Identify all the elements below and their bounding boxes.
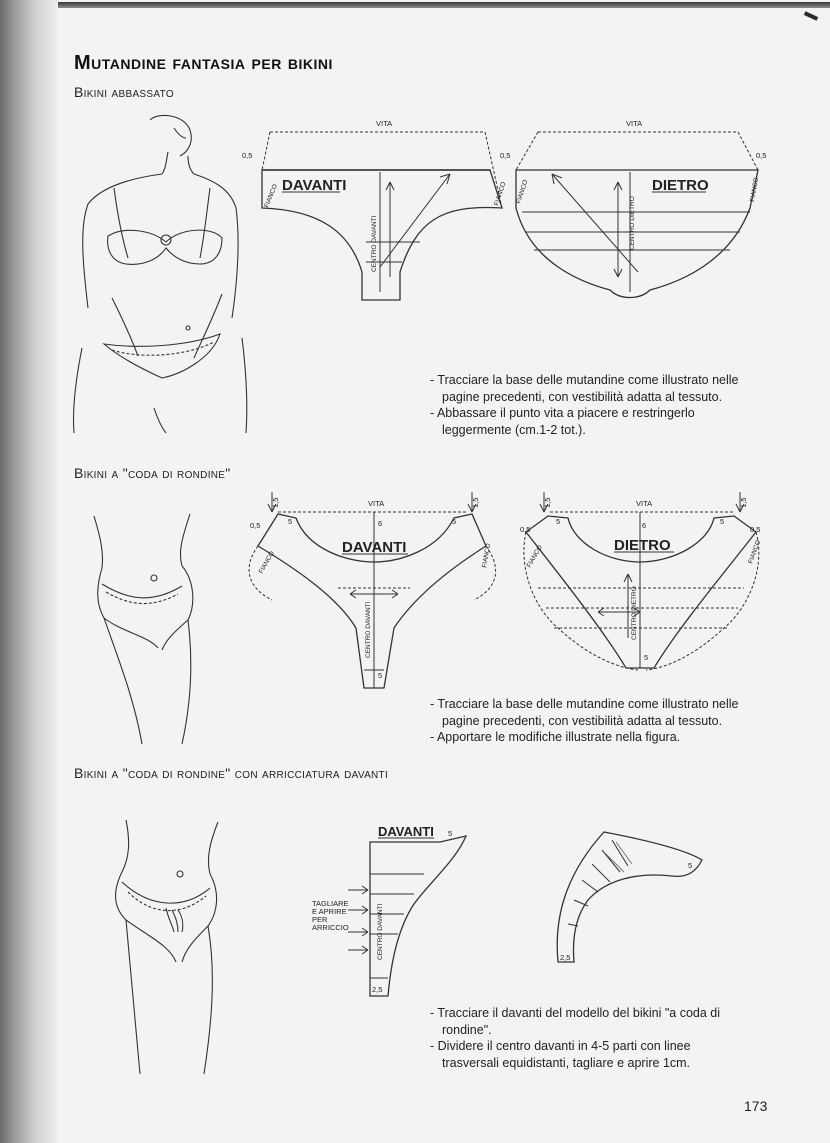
- back2-waist-label: VITA: [636, 499, 653, 508]
- front-hip-label-right: FIANCO: [493, 181, 508, 207]
- front2-cf-label: CENTRO DAVANTI: [365, 601, 372, 658]
- section3-heading: Bikini a "coda di rondine" con arricciatura davanti: [74, 765, 389, 781]
- spread-measure-5: 5: [688, 861, 693, 870]
- back-measure-05: 0,5: [500, 151, 511, 160]
- cut-line-1: TAGLIARE: [312, 899, 349, 908]
- section1-notes: [430, 372, 760, 438]
- front3-measure-5: 5: [448, 829, 453, 838]
- spread-piece-outline: [557, 832, 702, 962]
- cut-line-3: PER: [312, 915, 328, 924]
- front2-hip-label-right: FIANCO: [481, 542, 493, 569]
- top-edge: [58, 2, 830, 8]
- front2-measure-15: 1,5: [271, 497, 280, 508]
- front2-measure-5: 5: [288, 517, 293, 526]
- section2-note-1: - Tracciare la base delle mutandine come illustrato nelle pagine precedenti, con vestibilità adatta al tessuto.: [442, 696, 760, 729]
- back2-measure-5: 5: [556, 517, 561, 526]
- back2-measure-6: 6: [642, 521, 647, 530]
- section3-note-1: - Tracciare il davanti del modello del bikini "a coda di rondine".: [442, 1005, 750, 1038]
- section1-fashion-sketch: [62, 108, 262, 438]
- front3-cf-label: CENTRO DAVANTI: [377, 903, 384, 960]
- back-measure-05-right: 0,5: [756, 151, 767, 160]
- section2-heading: Bikini a "coda di rondine": [74, 465, 231, 481]
- section1-note-2: - Abbassare il punto vita a piacere e restringerlo leggermente (cm.1-2 tot.).: [442, 405, 760, 438]
- back2-measure-15-right: 1,5: [739, 497, 748, 508]
- front2-label: DAVANTI: [342, 539, 407, 556]
- front3-piece-outline: [370, 836, 466, 996]
- back2-measure-5-right: 5: [720, 517, 725, 526]
- front3-label: DAVANTI: [378, 824, 434, 839]
- back2-hip-label: FIANCO: [525, 544, 545, 569]
- section2-pattern-diagram: [238, 488, 778, 700]
- back2-measure-15: 1,5: [543, 497, 552, 508]
- section3-pattern-diagram: [306, 820, 726, 1010]
- front2-measure-05: 0,5: [250, 521, 261, 530]
- back2-measure-5-bottom: 5: [644, 653, 649, 662]
- page-title: Mutandine fantasia per bikini: [74, 52, 333, 74]
- front2-measure-5-right: 5: [452, 517, 457, 526]
- front2-measure-6: 6: [378, 519, 383, 528]
- front-hip-label: FIANCO: [263, 183, 280, 209]
- section2-fashion-sketch: [78, 508, 218, 748]
- front2-measure-5-bottom: 5: [378, 671, 383, 680]
- back2-label: DIETRO: [614, 537, 671, 554]
- back-hip-label-right: FIANCO: [749, 176, 761, 203]
- front2-waist-label: VITA: [368, 499, 385, 508]
- front-waist-label: VITA: [376, 119, 393, 128]
- back-cb-label: CENTRO DIETRO: [629, 196, 636, 250]
- section3-notes: [430, 1005, 750, 1071]
- front-label: DAVANTI: [282, 177, 347, 194]
- back2-measure-05-right: 0,5: [750, 525, 761, 534]
- section1-heading: Bikini abbassato: [74, 84, 174, 100]
- front2-measure-15-right: 1,5: [471, 497, 480, 508]
- back-hip-label: FIANCO: [515, 179, 530, 205]
- back-waist-label: VITA: [626, 119, 643, 128]
- cut-line-4: ARRICCIO: [312, 923, 349, 932]
- back2-measure-05: 0,5: [520, 525, 531, 534]
- book-binding-shadow: [0, 0, 58, 1143]
- front-cf-label: CENTRO DAVANTI: [371, 215, 378, 272]
- back2-hip-label-right: FIANCO: [747, 539, 763, 565]
- back-piece-outline: [516, 170, 761, 298]
- page-number: 173: [744, 1098, 768, 1114]
- front-measure-05: 0,5: [242, 151, 253, 160]
- section1-note-1: - Tracciare la base delle mutandine come illustrato nelle pagine precedenti, con vestibilità adatta al tessuto.: [442, 372, 760, 405]
- front2-hip-label: FIANCO: [257, 550, 277, 575]
- corner-mark: [804, 11, 818, 21]
- section2-note-2: - Apportare le modifiche illustrate nella figura.: [442, 729, 760, 746]
- back2-cb-label: CENTRO DIETRO: [631, 586, 638, 640]
- section3-note-2: - Dividere il centro davanti in 4-5 parti con linee trasversali equidistanti, tagliare e aprire 1cm.: [442, 1038, 750, 1071]
- section2-notes: [430, 696, 760, 746]
- section3-fashion-sketch: [86, 812, 236, 1082]
- back-label: DIETRO: [652, 177, 709, 194]
- section1-pattern-diagram: [240, 112, 780, 312]
- cut-line-2: E APRIRE: [312, 907, 347, 916]
- spread-measure-25: 2,5: [560, 953, 571, 962]
- front3-measure-25: 2,5: [372, 985, 383, 994]
